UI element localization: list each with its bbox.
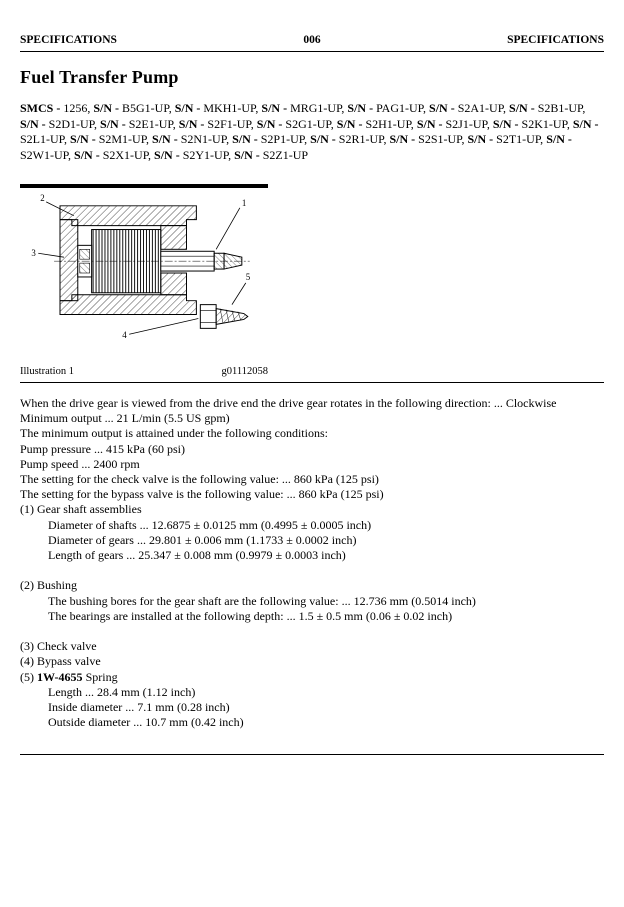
illustration-caption-row bbox=[20, 366, 268, 377]
spec-line: Length of gears ... 25.347 ± 0.008 mm (0.9979 ± 0.0003 inch) bbox=[48, 548, 346, 563]
spec-line: The minimum output is attained under the following conditions: bbox=[20, 426, 328, 441]
spec-line: (5) 1W-4655 Spring bbox=[20, 669, 118, 684]
illustration-top-bar bbox=[20, 184, 268, 188]
spec-line: (1) Gear shaft assemblies bbox=[20, 502, 142, 517]
spec-line: The bushing bores for the gear shaft are the following value: ... 12.736 mm (0.5014 inch) bbox=[48, 593, 476, 608]
spec-line: (4) Bypass valve bbox=[20, 654, 101, 669]
spec-line: Inside diameter ... 7.1 mm (0.28 inch) bbox=[48, 700, 230, 715]
callout-5-label: 5 bbox=[245, 271, 251, 282]
spec-line: Minimum output ... 21 L/min (5.5 US gpm) bbox=[20, 411, 230, 426]
spec-line: Outside diameter ... 10.7 mm (0.42 inch) bbox=[48, 715, 244, 730]
spec-line bbox=[20, 624, 604, 639]
spec-line bbox=[20, 563, 604, 578]
callout-4-label: 4 bbox=[122, 330, 127, 341]
header-right-label: SPECIFICATIONS bbox=[507, 34, 604, 46]
callout-2-label: 2 bbox=[40, 192, 45, 203]
spec-line: When the drive gear is viewed from the drive end the drive gear rotates in the following direction: ... Clockwise bbox=[20, 396, 557, 410]
spec-line: (2) Bushing bbox=[20, 578, 77, 593]
spec-line: The bearings are installed at the following depth: ... 1.5 ± 0.5 mm (0.06 ± 0.02 inch) bbox=[48, 608, 453, 623]
bottom-divider bbox=[20, 754, 604, 755]
pump-cross-section-illustration bbox=[20, 190, 268, 358]
header-left-label: SPECIFICATIONS bbox=[20, 34, 117, 46]
spec-line: (3) Check valve bbox=[20, 639, 97, 654]
spec-line: The setting for the bypass valve is the following value: ... 860 kPa (125 psi) bbox=[20, 487, 384, 502]
page-title: Fuel Transfer Pump bbox=[20, 67, 179, 87]
spec-line: Pump speed ... 2400 rpm bbox=[20, 456, 140, 471]
illustration-caption: Illustration 1 bbox=[20, 366, 74, 377]
spec-line: Pump pressure ... 415 kPa (60 psi) bbox=[20, 441, 185, 456]
spec-body bbox=[20, 396, 604, 730]
callout-3-label: 3 bbox=[31, 248, 36, 259]
spec-line: The setting for the check valve is the following value: ... 860 kPa (125 psi) bbox=[20, 472, 379, 487]
illustration-code: g01112058 bbox=[221, 366, 268, 377]
smcs-paragraph: SMCS - 1256, S/N - B5G1-UP, S/N - MKH1-UP, S/N - MRG1-UP, S/N - PAG1-UP, S/N - S2A1-UP, S/N - S2B1-UP, S/N - S2D1-UP, S/N - S2E1-UP, S/N - S2F1-UP, S/N - S2G1-UP, S/N - S2H1-UP, S/N - S2J1-UP, S/N - S2K1-UP, S/N - S2L1-UP, S/N - S2M1-UP, S/N - S2N1-UP, S/N - S2P1-UP, S/N - S2R1-UP, S/N - S2S1-UP, S/N - S2T1-UP, S/N - S2W1-UP, S/N - S2X1-UP, S/N - S2Y1-UP, S/N - S2Z1-UP bbox=[20, 101, 599, 162]
spec-line: Diameter of gears ... 29.801 ± 0.006 mm (1.1733 ± 0.0002 inch) bbox=[48, 532, 357, 547]
callout-1-label: 1 bbox=[241, 197, 247, 208]
spec-line: Length ... 28.4 mm (1.12 inch) bbox=[48, 684, 196, 699]
header-divider bbox=[20, 51, 604, 52]
spec-line: Diameter of shafts ... 12.6875 ± 0.0125 mm (0.4995 ± 0.0005 inch) bbox=[48, 517, 372, 532]
valve-plug bbox=[200, 305, 247, 329]
header-page-number: 006 bbox=[303, 34, 321, 46]
page-header bbox=[20, 0, 604, 46]
illustration-divider bbox=[20, 382, 604, 383]
